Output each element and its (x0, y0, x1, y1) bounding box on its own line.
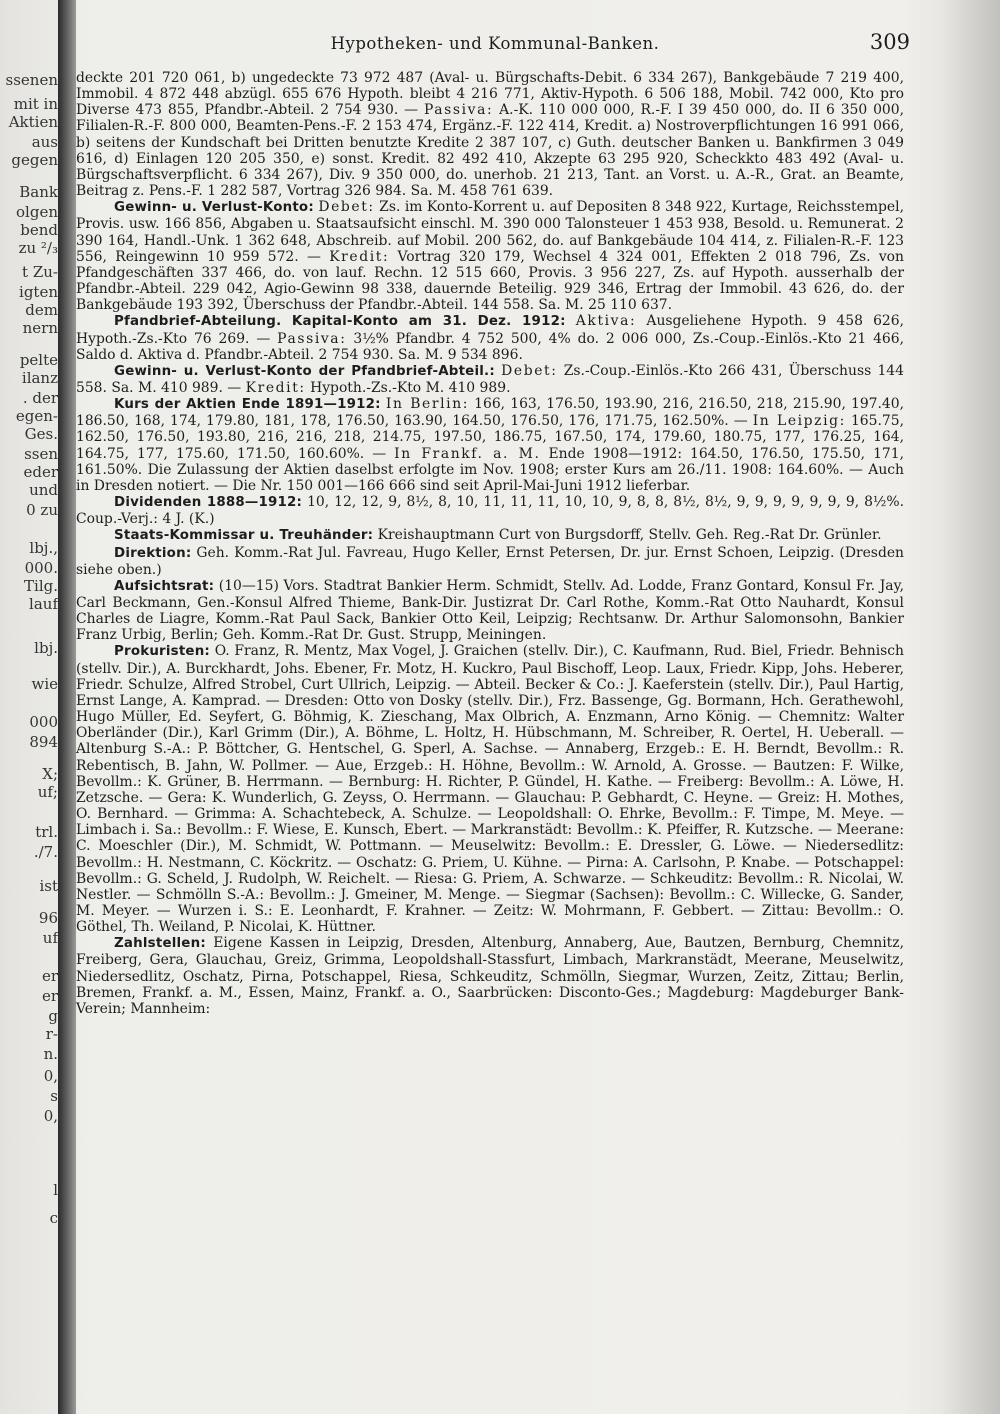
direktion-text: Geh. Komm.-Rat Jul. Favreau, Hugo Keller, Ernst Petersen, Dr. jur. Ernst Schoen, Leipzig. (Dresden siehe oben.) (76, 544, 904, 578)
margin-fragment: pelte (19, 351, 58, 369)
margin-fragment: Aktien (8, 113, 58, 131)
kurs-leipzig-label: In Leipzig: (752, 413, 846, 430)
pfandbrief-heading: Pfandbrief-Abteilung. Kapital-Konto am 31. Dez. 1912: (114, 314, 566, 330)
gewinn-kredit-text: Vortrag 320 179, Wechsel 4 324 001, Effekten 2 018 796, Zs. von Pfandgeschäften 337 466, do. von lauf. Rechn. 12 515 660, Provis. 3 956 227, Zs. auf Hypoth. ausserhalb der Pfandbr.-Abteil. 229 042, Agio-Gewinn 98 338, dauernde Beteilig. 929 346, Ertrag der Immobil. 43 626, do. der Bankgebäude 193 392, Überschuss der Pfandbr.-Abteil. 144 558. Sa. M. 25 110 637. (76, 248, 904, 314)
kurs-berlin-text: 166, 163, 176.50, 193.90, 216, 216.50, 218, 215.90, 197.40, 186.50, 168, 174, 179.80, 181, 178, 176.50, 163.90, 164.50, 176.50, 176, 171.75, 162.50%. — (76, 396, 905, 430)
gewinn-verlust-heading: Gewinn- u. Verlust-Konto: (114, 200, 314, 216)
margin-fragment: aus (31, 133, 58, 151)
margin-fragment: 894 (29, 733, 58, 751)
margin-fragment: Bank (19, 183, 58, 201)
margin-fragment: 000 (29, 713, 58, 731)
gewinn-pfandbrief-debet-text: Zs.-Coup.-Einlös.-Kto 266 431, Überschuss 144 558. Sa. M. 410 989. — (76, 362, 904, 396)
page-edge-shadow (940, 0, 1000, 1414)
dividenden-section (76, 494, 904, 527)
book-gutter (58, 0, 76, 1414)
margin-fragment: r- (45, 1025, 58, 1043)
balance-intro-paragraph (76, 70, 904, 199)
margin-fragment: wie (31, 675, 58, 693)
aufsichtsrat-heading: Aufsichtsrat: (114, 578, 215, 594)
margin-fragment: 0, (43, 1107, 58, 1125)
margin-fragment: g (48, 1007, 58, 1025)
margin-fragment: und (29, 481, 58, 499)
margin-fragment: egen- (15, 407, 58, 425)
margin-fragment: . der (22, 389, 58, 407)
prokuristen-heading: Prokuristen: (114, 644, 210, 660)
gewinn-pfandbrief-debet-label: Debet: (501, 362, 558, 379)
margin-fragment: eder (23, 463, 58, 481)
margin-fragment: 0, (43, 1067, 58, 1085)
staats-kommissar-section (76, 527, 904, 544)
margin-fragment: ilanz (21, 369, 58, 387)
aufsichtsrat-section (76, 578, 904, 644)
aufsichtsrat-text: (10—15) Vors. Stadtrat Bankier Herm. Schmidt, Stellv. Ad. Lodde, Franz Gontard, Konsul Fr. Jay, Carl Beckmann, Gen.-Konsul Alfred Thieme, Bank-Dir. Justizrat Dr. Carl Rothe, Komm.-Rat Otto Nauhardt, Konsul Charles de Liagre, Komm.-Rat Paul Sack, Bankier Otto Keil, Leipzig; Rechtsanw. Dr. Arthur Salomonsohn, Bankier Franz Urbig, Berlin; Geh. Komm.-Rat Dr. Gust. Strupp, Meiningen. (76, 577, 904, 644)
kurs-frankf-label: In Frankf. a. M. (394, 445, 541, 462)
kurs-berlin-label: In Berlin: (385, 396, 470, 413)
margin-fragment: uf; (37, 783, 58, 801)
margin-fragment: nern (22, 319, 58, 337)
margin-fragment: 000. (24, 559, 58, 577)
margin-fragment: ssen (24, 445, 58, 463)
margin-fragment: lbj. (34, 639, 58, 657)
margin-fragment: t Zu- (22, 263, 58, 281)
zahlstellen-heading: Zahlstellen: (114, 936, 206, 952)
page-header (80, 30, 910, 60)
gewinn-pfandbrief-kredit-text: Hypoth.-Zs.-Kto M. 410 989. (310, 379, 511, 396)
margin-fragment: olgen (16, 203, 58, 221)
kurs-heading: Kurs der Aktien Ende 1891—1912: (114, 397, 381, 413)
dividenden-heading: Dividenden 1888—1912: (114, 495, 303, 511)
margin-fragment: er (41, 967, 58, 985)
pfandbrief-aktiva-label: Aktiva: (575, 313, 637, 330)
zahlstellen-text: Eigene Kassen in Leipzig, Dresden, Altenburg, Annaberg, Aue, Bautzen, Bernburg, Chemnitz, Freiberg, Gera, Glauchau, Greiz, Grimma, Leopoldshall-Stassfurt, Limbach, Markranstädt, Meerane, Meuselwitz, Niedersedlitz, Oschatz, Pirna, Potschappel, Riesa, Schkeuditz, Schmölln, Siegmar, Wurzen, Zeitz, Zittau; Berlin, Bremen, Frankf. a. M., Essen, Mainz, Frankf. a. O., Saarbrücken: Disconto-Ges.; Magdeburg: Magdeburger Bank-Verein; Mannheim: (76, 935, 904, 1017)
gewinn-pfandbrief-heading: Gewinn- u. Verlust-Konto der Pfandbrief-Abteil.: (114, 363, 495, 379)
margin-fragment: l (53, 1181, 58, 1199)
dividenden-text: 10, 12, 12, 9, 8½, 8, 10, 11, 11, 11, 10, 10, 9, 8, 8, 8½, 8½, 9, 9, 9, 9, 9, 9, 9, 8½%. Coup.-Verj.: 4 J. (K.) (76, 494, 905, 528)
margin-fragment: c (49, 1209, 58, 1227)
margin-fragment: ist (39, 877, 58, 895)
margin-fragment: lbj., (29, 539, 58, 557)
margin-fragment: uf (42, 929, 58, 947)
margin-fragment: Ges. (24, 425, 58, 443)
pfandbrief-section (76, 313, 904, 362)
kurs-leipzig-text: 165.75, 162.50, 176.50, 193.80, 216, 216, 218, 214.75, 197.50, 186.75, 167.50, 174, 179.60, 180.75, 177, 176.25, 164, 164.75, 177, 175.60, 171.50, 160.60%. — (76, 413, 904, 462)
margin-fragment: Tilg. (24, 577, 58, 595)
gewinn-kredit-label: Kredit: (329, 248, 390, 265)
margin-fragment: zu ²/₃ (18, 239, 58, 257)
margin-fragment: bend (20, 221, 58, 239)
margin-fragment: ssenen (5, 71, 58, 89)
main-text-column (76, 70, 904, 1400)
gewinn-debet-text: Zs. im Konto-Korrent u. auf Depositen 8 348 922, Kurtage, Reichsstempel, Provis. usw. 166 856, Abgaben u. Staatsaufsicht einschl. M. 390 000 Talonsteuer 1 453 938, Besold. u. Remunerat. 2 390 164, Handl.-Unk. 1 362 648, Abschreib. auf Mobil. 200 562, do. auf Bankgebäude 104 414, z. Filialen-R.-F. 123 556, Reingewinn 10 959 572. — (76, 199, 904, 265)
zahlstellen-section (76, 935, 904, 1017)
margin-fragment: n. (43, 1045, 58, 1063)
previous-page-margin (0, 62, 60, 1392)
kurs-section (76, 396, 904, 494)
gewinn-pfandbrief-kredit-label: Kredit: (245, 379, 306, 396)
margin-fragment: dem (25, 301, 58, 319)
aktiva-continued-text: deckte 201 720 061, b) ungedeckte 73 972 487 (Aval- u. Bürgschafts-Debit. 6 334 267), Bankgebäude 7 219 400, Immobil. 4 872 448 abzügl. 655 676 Hypoth. bleibt 4 216 771, Aktiv-Hypoth. 6 506 188, Mobil. 742 000, Kto pro Diverse 473 855, Pfandbr.-Abteil. 2 754 930. — (76, 70, 904, 119)
margin-fragment: er (41, 987, 58, 1005)
passiva-text: A.-K. 110 000 000, R.-F. I 39 450 000, do. II 6 350 000, Filialen-R.-F. 800 000, Beamten-Pens.-F. 2 153 474, Ergänz.-F. 122 414, Kredit. a) Nostroverpflichtungen 16 991 066, b) seitens der Kundschaft bei Dritten benutzte Kredite 2 387 107, c) Guth. deutscher Banken u. Bankfirmen 3 049 616, d) Einlagen 120 205 350, e) sonst. Kredit. 82 492 410, Akzepte 63 295 920, Scheckkto 483 492 (Aval- u. Bürgschaftsverpflicht. 6 334 267), Div. 9 350 000, do. unerhob. 21 213, Tant. an Vorst. u. A.-R., Grat. an Beamte, Beitrag z. Pens.-F. 1 282 587, Vortrag 326 984. Sa. M. 458 761 639. (76, 102, 905, 200)
margin-fragment: igten (19, 283, 58, 301)
gewinn-debet-label: Debet: (318, 199, 375, 216)
prokuristen-text: O. Franz, R. Mentz, Max Vogel, J. Graichen (stellv. Dir.), C. Kaufmann, Rud. Biel, Friedr. Behnisch (stellv. Dir.), A. Burckhardt, Johs. Ebener, Fr. Motz, H. Kuckro, Paul Bischoff, Leop. Laux, Friedr. Kipp, Johs. Heberer, Friedr. Schulze, Alfred Strobel, Curt Ullrich, Leipzig. — Abteil. Becker & Co.: J. Kaeferstein (stellv. Dir.), Paul Hartig, Ernst Lange, A. Kamprad. — Dresden: Otto von Dosky (stellv. Dir.), Frz. Bassenge, Gg. Bormann, Hch. Gerathewohl, Hugo Müller, Ed. Seyfert, G. Böhmig, K. Zieschang, Max Olbrich, A. Enzmann, Arno König. — Chemnitz: Walter Oberländer (Dir.), Karl Grimm (Dir.), A. Böhme, L. Holtz, H. Hübschmann, M. Schreiber, R. Oertel, H. Ueberall. — Altenburg S.-A.: P. Böttcher, G. Hentschel, G. Sperl, A. Sachse. — Annaberg, Erzgeb.: E. H. Berndt, Bevollm.: R. Rebentisch, B. Jahn, W. Pollmer. — Aue, Erzgeb.: H. Höhne, Bevollm.: W. Arnold, A. Grosse. — Bautzen: F. Wilke, Bevollm.: K. Grüner, B. Herrmann. — Bernburg: H. Richter, P. Gündel, H. Kathe. — Freiberg: Bevollm.: A. Löwe, H. Zetzsche. — Gera: K. Wunderlich, G. Zeyss, O. Herrmann. — Glauchau: P. Gebhardt, C. Heyne. — Greiz: H. Mothes, O. Bernhard. — Grimma: A. Schachtebeck, A. Schulze. — Leopoldshall: O. Ehrke, Bevollm.: F. Timpe, M. Meye. — Limbach i. Sa.: Bevollm.: F. Wiese, E. Kunsch, Ebert. — Markranstädt: Bevollm.: K. Pfeiffer, R. Kutzsche. — Meerane: C. Moeschler (Dir.), M. Schmidt, W. Pottmann. — Meuselwitz: Bevollm.: E. Dressler, G. Löwe. — Niedersedlitz: Bevollm.: H. Nestmann, C. Köckritz. — Oschatz: G. Priem, U. Kühne. — Pirna: A. Carlsohn, P. Knabe. — Potschappel: Bevollm.: G. Scheld, J. Rudolph, W. Reichelt. — Riesa: G. Priem, A. Schwarze. — Schkeuditz: Bevollm.: R. Nicolai, W. Nestler. — Schmölln S.-A.: Bevollm.: J. Gmeiner, M. Menge. — Siegmar (Sachsen): Bevollm.: C. Willecke, G. Sander, M. Meyer. — Wurzen i. S.: E. Leonhardt, F. Krahner. — Zeitz: W. Mohrmann, F. Gebbert. — Zittau: Bevollm.: O. Göthel, Th. Weiland, P. Nicolai, K. Hüttner. (76, 643, 904, 936)
direktion-section (76, 545, 904, 578)
margin-fragment: ./7. (33, 843, 58, 861)
margin-fragment: X; (42, 765, 58, 783)
margin-fragment: s (50, 1087, 58, 1105)
margin-fragment: gegen (11, 151, 58, 169)
kurs-frankf-text: Ende 1908—1912: 164.50, 176.50, 175.50, 171, 161.50%. Die Zulassung der Aktien daselbst erfolgte im Nov. 1908; erster Kurs am 26./11. 1908: 164.60%. — Auch in Dresden notiert. — Die Nr. 150 001—166 666 sind seit April-Mai-Juni 1912 lieferbar. (76, 445, 905, 494)
running-title: Hypotheken- und Kommunal-Banken. (330, 34, 660, 53)
gewinn-verlust-section (76, 199, 904, 313)
staats-kommissar-text: Kreishauptmann Curt von Burgsdorff, Stellv. Geh. Reg.-Rat Dr. Grünler. (377, 527, 882, 544)
gewinn-pfandbrief-section (76, 363, 904, 396)
margin-fragment: lauf (29, 595, 58, 613)
margin-fragment: trl. (35, 823, 58, 841)
margin-fragment: 0 zu (26, 501, 58, 519)
margin-fragment: 96 (38, 909, 58, 927)
pfandbrief-passiva-text: 3½% Pfandbr. 4 752 500, 4% do. 2 006 000, Zs.-Coup.-Einlös.-Kto 21 466, Saldo d. Aktiva d. Pfandbr.-Abteil. 2 754 930. Sa. M. 9 534 896. (76, 330, 905, 363)
pfandbrief-aktiva-text: Ausgeliehene Hypoth. 9 458 626, Hypoth.-Zs.-Kto 76 269. — (76, 313, 904, 347)
page-number: 309 (869, 30, 910, 54)
prokuristen-section (76, 643, 904, 935)
pfandbrief-passiva-label: Passiva: (277, 330, 347, 347)
staats-kommissar-heading: Staats-Kommissar u. Treuhänder: (114, 528, 374, 544)
margin-fragment: mit in (13, 95, 58, 113)
direktion-heading: Direktion: (114, 545, 192, 561)
passiva-label: Passiva: (423, 102, 494, 119)
